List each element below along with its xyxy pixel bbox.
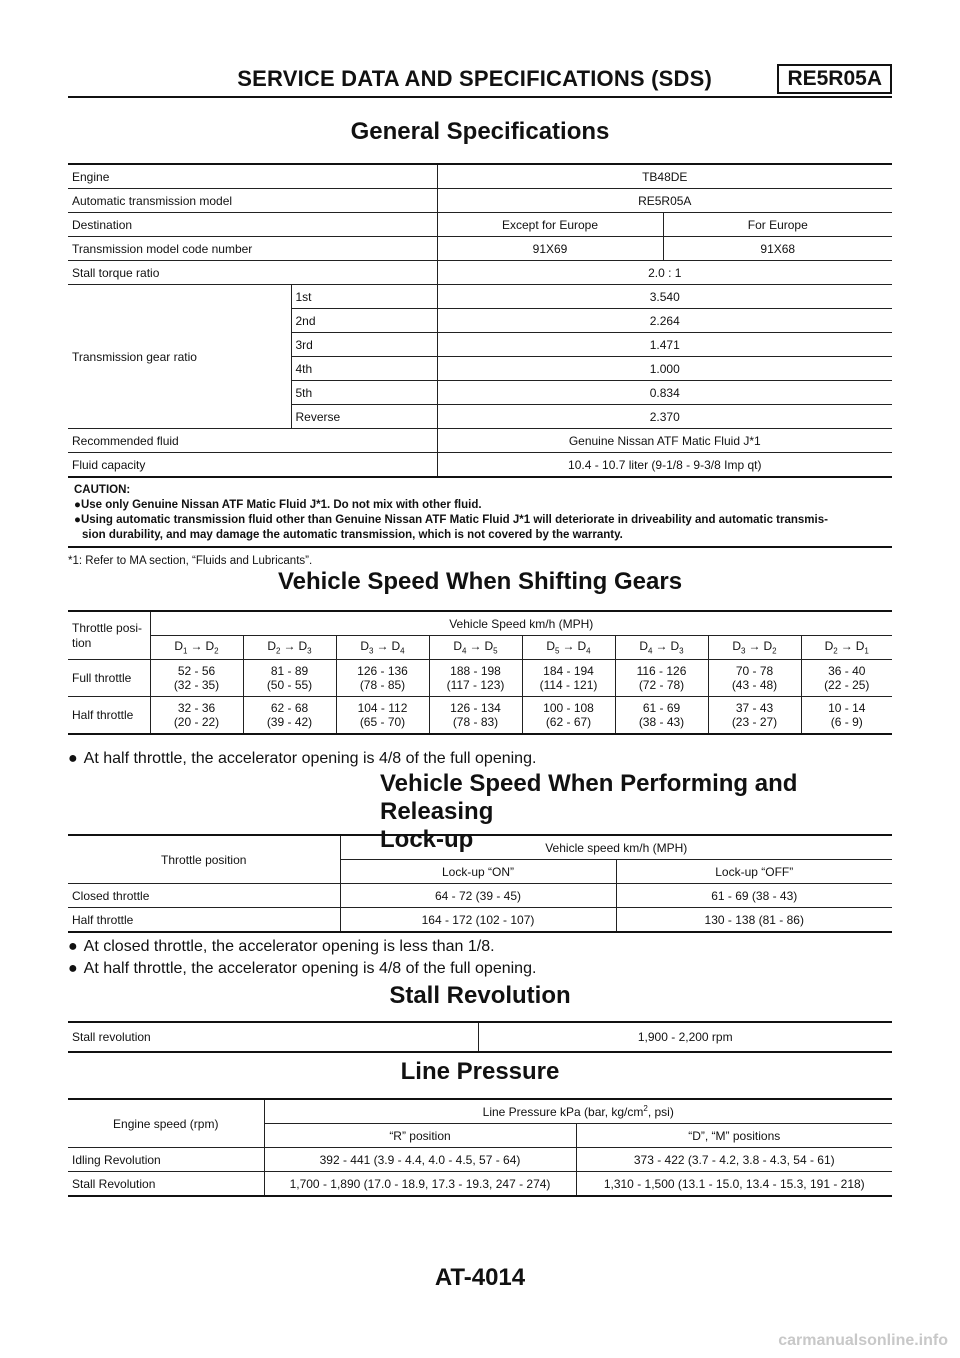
bullet-icon: ● xyxy=(68,750,78,767)
speed-value: 52 - 56 (32 - 35) xyxy=(150,660,243,697)
page-number: AT-4014 xyxy=(434,1264,526,1291)
line-pressure-header-tail: , psi) xyxy=(647,1105,674,1119)
lockup-heading-line-2: Lock-up xyxy=(380,826,474,853)
table-row xyxy=(68,189,892,213)
table-row xyxy=(68,1172,892,1197)
speed-value: 126 - 134 (78 - 83) xyxy=(429,697,522,735)
shift-transition-header: $D_4 \to D_3$ xyxy=(615,636,708,660)
stall-revolution-table xyxy=(68,1021,892,1053)
gear-name: 1st xyxy=(291,285,437,309)
table-row xyxy=(68,908,892,933)
shift-transition-header: $D_1 \to D_2$ xyxy=(150,636,243,660)
row-label: Full throttle xyxy=(68,660,150,697)
gear-ratio: 1.471 xyxy=(437,333,892,357)
lockup-note-1-text: At closed throttle, the accelerator opening is less than 1/8. xyxy=(83,938,495,955)
lockup-off-value: 130 - 138 (81 - 86) xyxy=(616,908,892,933)
table-row xyxy=(68,884,892,908)
lockup-on-header: Lock-up “ON” xyxy=(340,860,616,884)
footnote: *1: Refer to MA section, “Fluids and Lubricants”. xyxy=(68,555,313,567)
line-pressure-header-text: Line Pressure kPa (bar, kg/cm xyxy=(482,1105,644,1119)
speed-value: 36 - 40 (22 - 25) xyxy=(801,660,892,697)
stall-revolution-label: Stall revolution xyxy=(68,1022,478,1052)
row-label: Stall Revolution xyxy=(68,1172,264,1197)
table-row xyxy=(68,213,892,237)
dm-position-header: “D”, “M” positions xyxy=(576,1124,892,1148)
r-position-value: 392 - 441 (3.9 - 4.4, 4.0 - 4.5, 57 - 64) xyxy=(264,1148,576,1172)
caution-line-3: sion durability, and may damage the automatic transmission, which is not covered by the warranty. xyxy=(82,529,623,541)
table-row xyxy=(68,285,892,309)
header-title: SERVICE DATA AND SPECIFICATIONS (SDS) xyxy=(237,66,712,91)
speed-value: 188 - 198 (117 - 123) xyxy=(429,660,522,697)
shift-speed-heading: Vehicle Speed When Shifting Gears xyxy=(277,568,683,595)
gear-ratio: 2.370 xyxy=(437,405,892,429)
row-label: Half throttle xyxy=(68,697,150,735)
shift-transition-header: $D_4 \to D_5$ xyxy=(429,636,522,660)
speed-value: 32 - 36 (20 - 22) xyxy=(150,697,243,735)
speed-value: 37 - 43 (23 - 27) xyxy=(708,697,801,735)
row-label: Idling Revolution xyxy=(68,1148,264,1172)
shift-transition-header: $D_3 \to D_4$ xyxy=(336,636,429,660)
r-position-value: 1,700 - 1,890 (17.0 - 18.9, 17.3 - 19.3, 247 - 274) xyxy=(264,1172,576,1197)
engine-speed-header: Engine speed (rpm) xyxy=(68,1099,264,1148)
model-label: Automatic transmission model xyxy=(68,189,437,213)
speed-value: 100 - 108 (62 - 67) xyxy=(522,697,615,735)
table-row xyxy=(68,261,892,285)
speed-value: 126 - 136 (78 - 85) xyxy=(336,660,429,697)
speed-value: 184 - 194 (114 - 121) xyxy=(522,660,615,697)
bullet-icon: ● xyxy=(68,938,78,955)
lockup-note-2 xyxy=(68,960,536,978)
table-row xyxy=(68,636,892,660)
speed-value: 62 - 68 (39 - 42) xyxy=(243,697,336,735)
speed-value: 61 - 69 (38 - 43) xyxy=(615,697,708,735)
table-row xyxy=(68,1148,892,1172)
gear-name: 2nd xyxy=(291,309,437,333)
destination-label: Destination xyxy=(68,213,437,237)
vehicle-speed-header: Vehicle Speed km/h (MPH) xyxy=(150,611,892,636)
watermark: carmanualsonline.info xyxy=(778,1332,948,1349)
table-row xyxy=(68,237,892,261)
table-row xyxy=(68,1022,892,1052)
table-row xyxy=(68,611,892,636)
bullet-icon: ● xyxy=(68,960,78,977)
capacity-value: 10.4 - 10.7 liter (9-1/8 - 9-3/8 Imp qt) xyxy=(437,453,892,478)
line-pressure-header xyxy=(264,1099,892,1124)
speed-value: 81 - 89 (50 - 55) xyxy=(243,660,336,697)
speed-value: 104 - 112 (65 - 70) xyxy=(336,697,429,735)
lockup-heading-line-1: Vehicle Speed When Performing and Releasing xyxy=(380,770,798,825)
page-header xyxy=(68,62,892,98)
lockup-on-value: 164 - 172 (102 - 107) xyxy=(340,908,616,933)
dm-position-value: 373 - 422 (3.7 - 4.2, 3.8 - 4.3, 54 - 61) xyxy=(576,1148,892,1172)
caution-title: CAUTION: xyxy=(74,484,131,496)
gear-name: 3rd xyxy=(291,333,437,357)
table-row xyxy=(68,429,892,453)
model-code-label: Transmission model code number xyxy=(68,237,437,261)
caution-line-2: ●Using automatic transmission fluid other than Genuine Nissan ATF Matic Fluid J*1 will deteriorate in driveability and automatic transmis- xyxy=(74,514,828,526)
model-value: RE5R05A xyxy=(437,189,892,213)
lockup-note-1 xyxy=(68,938,495,956)
engine-value: TB48DE xyxy=(437,164,892,189)
speed-value: 116 - 126 (72 - 78) xyxy=(615,660,708,697)
caution-box xyxy=(68,480,892,548)
table-row xyxy=(68,453,892,478)
shift-note xyxy=(68,750,536,768)
gear-ratio: 2.264 xyxy=(437,309,892,333)
line-pressure-header-sup: 2 xyxy=(643,1104,648,1113)
model-code-a: 91X69 xyxy=(437,237,663,261)
gear-name: 5th xyxy=(291,381,437,405)
gear-ratio: 1.000 xyxy=(437,357,892,381)
stall-revolution-value: 1,900 - 2,200 rpm xyxy=(478,1022,892,1052)
speed-value: 10 - 14 (6 - 9) xyxy=(801,697,892,735)
caution-line-1: ●Use only Genuine Nissan ATF Matic Fluid J*1. Do not mix with other fluid. xyxy=(74,499,482,511)
shift-transition-header: $D_3 \to D_2$ xyxy=(708,636,801,660)
throttle-label-line-1: Throttle posi- xyxy=(72,620,143,635)
gear-ratio: 0.834 xyxy=(437,381,892,405)
destination-europe: For Europe xyxy=(663,213,892,237)
gear-name: Reverse xyxy=(291,405,437,429)
table-row xyxy=(68,697,892,735)
shift-transition-header: $D_2 \to D_1$ xyxy=(801,636,892,660)
vehicle-speed-header: Vehicle speed km/h (MPH) xyxy=(340,835,892,860)
shift-transition-header: $D_5 \to D_4$ xyxy=(522,636,615,660)
table-row xyxy=(68,660,892,697)
shift-note-text: At half throttle, the accelerator opening is 4/8 of the full opening. xyxy=(83,750,537,767)
fluid-label: Recommended fluid xyxy=(68,429,437,453)
row-label: Closed throttle xyxy=(68,884,340,908)
line-pressure-heading: Line Pressure xyxy=(400,1058,560,1085)
shift-transition-header: $D_2 \to D_3$ xyxy=(243,636,336,660)
model-badge: RE5R05A xyxy=(777,64,892,94)
shift-speed-table xyxy=(68,610,892,735)
table-row xyxy=(68,835,892,860)
dm-position-value: 1,310 - 1,500 (13.1 - 15.0, 13.4 - 15.3, 191 - 218) xyxy=(576,1172,892,1197)
gear-name: 4th xyxy=(291,357,437,381)
destination-except-europe: Except for Europe xyxy=(437,213,663,237)
general-specifications-heading: General Specifications xyxy=(350,118,610,145)
stall-torque-value: 2.0 : 1 xyxy=(437,261,892,285)
speed-value: 70 - 78 (43 - 48) xyxy=(708,660,801,697)
model-code-b: 91X68 xyxy=(663,237,892,261)
general-specifications-table xyxy=(68,163,892,478)
stall-revolution-heading: Stall Revolution xyxy=(389,982,571,1009)
throttle-position-header: Throttle position xyxy=(68,835,340,884)
engine-label: Engine xyxy=(68,164,437,189)
throttle-position-header xyxy=(68,611,150,660)
lockup-off-value: 61 - 69 (38 - 43) xyxy=(616,884,892,908)
lockup-table xyxy=(68,834,892,933)
r-position-header: “R” position xyxy=(264,1124,576,1148)
line-pressure-table xyxy=(68,1098,892,1197)
lockup-on-value: 64 - 72 (39 - 45) xyxy=(340,884,616,908)
row-label: Half throttle xyxy=(68,908,340,933)
capacity-label: Fluid capacity xyxy=(68,453,437,478)
gear-ratio: 3.540 xyxy=(437,285,892,309)
gear-ratio-label: Transmission gear ratio xyxy=(68,285,291,429)
table-row xyxy=(68,164,892,189)
table-row xyxy=(68,1099,892,1124)
lockup-off-header: Lock-up “OFF” xyxy=(616,860,892,884)
lockup-note-2-text: At half throttle, the accelerator opening is 4/8 of the full opening. xyxy=(83,960,537,977)
fluid-value: Genuine Nissan ATF Matic Fluid J*1 xyxy=(437,429,892,453)
stall-torque-label: Stall torque ratio xyxy=(68,261,437,285)
throttle-label-line-2: tion xyxy=(72,635,92,650)
